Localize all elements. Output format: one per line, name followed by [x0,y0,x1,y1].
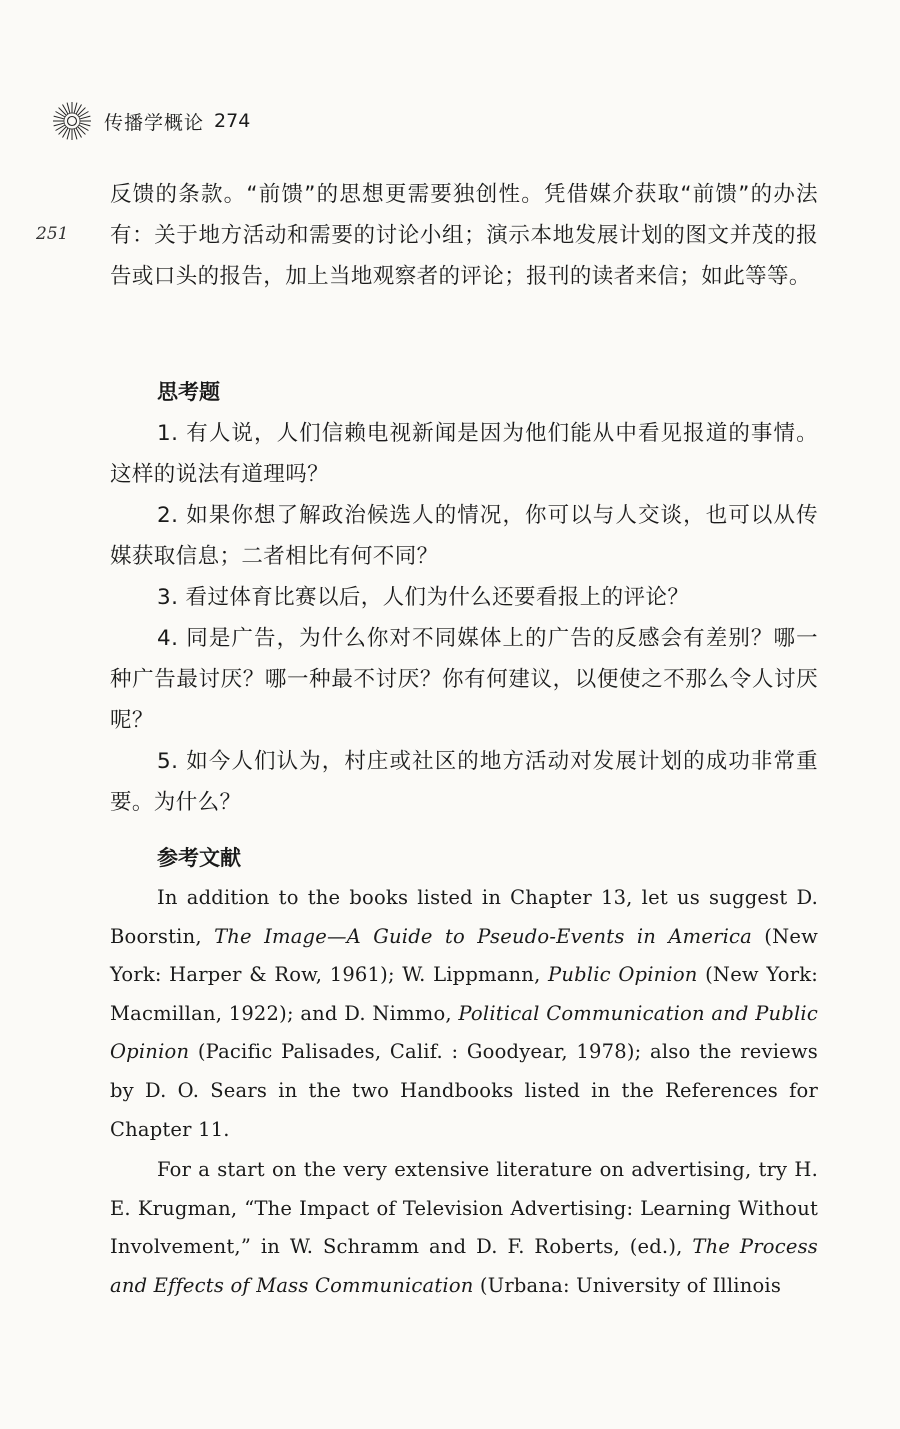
ref-text: (Pacific Palisades, Calif. : Goodyear, 1978); also the reviews by D. O. Sears in the two Handbooks listed in the References for Chapter 11. [110,1040,818,1141]
references-section [110,838,818,1306]
intro-paragraph: 反馈的条款。“前馈”的思想更需要独创性。凭借媒介获取“前馈”的办法有：关于地方活动和需要的讨论小组；演示本地发展计划的图文并茂的报告或口头的报告，加上当地观察者的评论；报刊的读者来信；如此等等。 [110,182,818,289]
ref-text: (New York: Macmillan, 1922); and D. Nimmo, [110,963,819,1025]
book-title: 传播学概论 [104,111,205,134]
ref-book-title: Public Opinion [548,963,698,987]
questions-heading: 思考题 [157,380,220,404]
sunburst-logo-icon [52,101,92,141]
ref-text: For a start on the very extensive literature on advertising, try H. E. Krugman, “The Impact of Television Advertising: Learning Without Involvement,” in W. Schramm and D. F. Roberts, (ed.), [110,1158,818,1259]
ref-text: (Urbana: University of Illinois [473,1273,782,1297]
margin-page-reference: 251 [36,224,69,244]
page-number: 274 [214,110,251,132]
reference-paragraph-1 [110,879,818,1149]
ref-book-title: The Process and Effects of Mass Communication [110,1235,818,1297]
question-item: 4. 同是广告，为什么你对不同媒体上的广告的反感会有差别？哪一种广告最讨厌？哪一种最不讨厌？你有何建议，以便使之不那么令人讨厌呢？ [110,626,818,733]
ref-text: In addition to the books listed in Chapter 13, let us suggest D. Boorstin, [110,886,818,948]
question-item: 3. 看过体育比赛以后，人们为什么还要看报上的评论？ [157,585,690,610]
questions-section [110,372,818,823]
question-item: 5. 如今人们认为，村庄或社区的地方活动对发展计划的成功非常重要。为什么？ [110,749,818,815]
references-heading: 参考文献 [157,846,241,870]
intro-block [110,174,818,297]
running-header [52,101,250,141]
question-item: 2. 如果你想了解政治候选人的情况，你可以与人交谈，也可以从传媒获取信息；二者相比有何不同？ [110,503,818,569]
question-item: 1. 有人说，人们信赖电视新闻是因为他们能从中看见报道的事情。这样的说法有道理吗？ [110,421,818,487]
ref-text: (New York: Harper & Row, 1961); W. Lippmann, [110,924,818,987]
ref-book-title: The Image—A Guide to Pseudo-Events in America [214,924,752,948]
ref-book-title: Political Communication and Public Opinion [110,1001,818,1064]
reference-paragraph-2 [110,1151,818,1305]
